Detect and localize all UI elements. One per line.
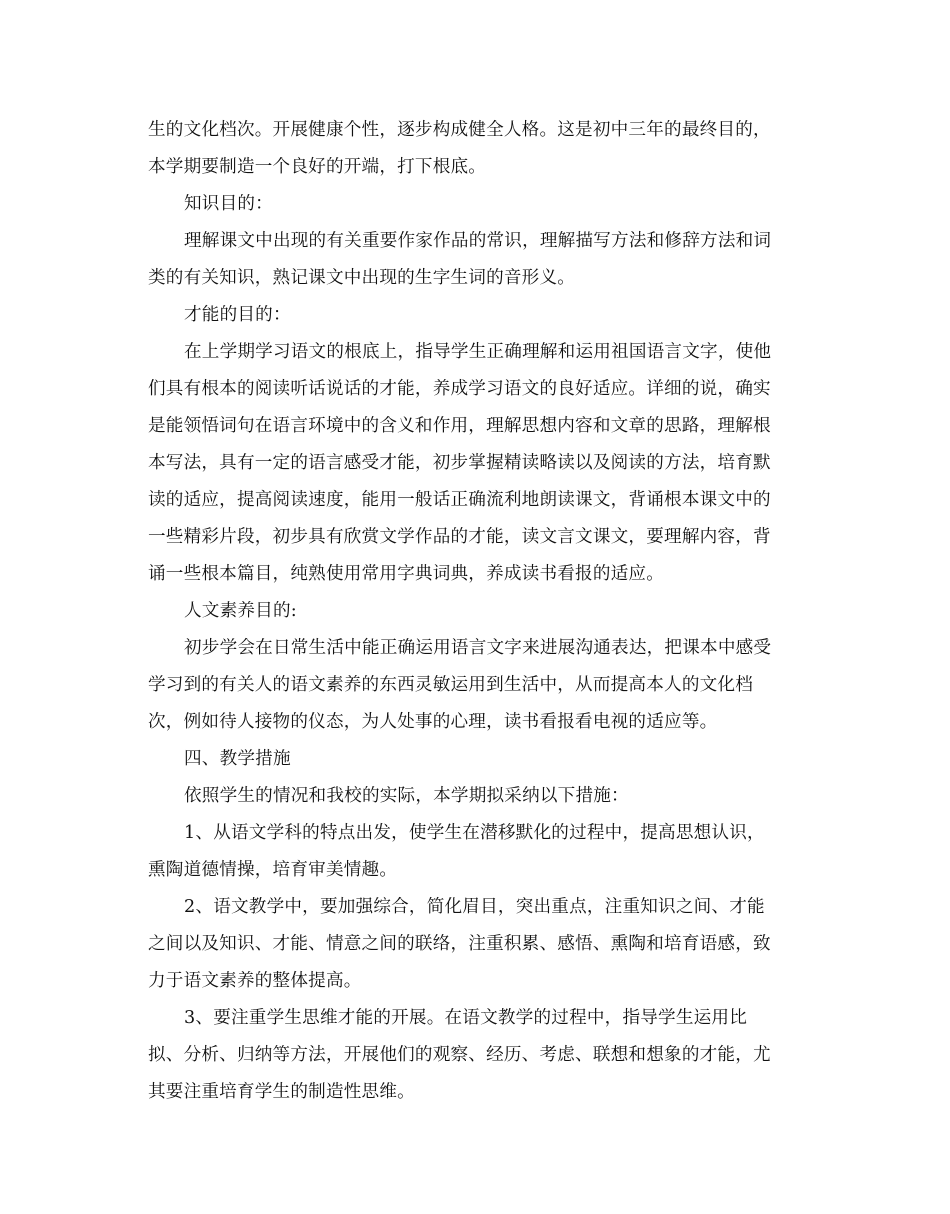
text-line: 本写法，具有一定的语言感受才能，初步掌握精读略读以及阅读的方法，培育默 — [148, 453, 771, 473]
text-line: 理解课文中出现的有关重要作家作品的常识，理解描写方法和修辞方法和词 — [184, 231, 772, 251]
text-line: 是能领悟词句在语言环境中的含义和作用，理解思想内容和文章的思路，理解根 — [148, 416, 771, 436]
section-heading: 知识目的： — [184, 194, 273, 214]
section-heading: 才能的目的： — [184, 305, 291, 325]
text-line: 力于语文素养的整体提高。 — [148, 971, 362, 991]
text-line: 本学期要制造一个良好的开端，打下根底。 — [148, 157, 487, 177]
text-line: 在上学期学习语文的根底上，指导学生正确理解和运用祖国语言文字，使他 — [184, 342, 772, 362]
text-line: 拟、分析、归纳等方法，开展他们的观察、经历、考虑、联想和想象的才能，尤 — [148, 1045, 771, 1065]
text-line: 读的适应，提高阅读速度，能用一般话正确流利地朗读课文，背诵根本课文中的 — [148, 490, 771, 510]
text-line: 类的有关知识，熟记课文中出现的生字生词的音形义。 — [148, 268, 576, 288]
text-line: 3、要注重学生思维才能的开展。在语文教学的过程中，指导学生运用比 — [184, 1008, 748, 1028]
text-line: 次，例如待人接物的仪态，为人处事的心理，读书看报看电视的适应等。 — [148, 712, 718, 732]
text-line: 1、从语文学科的特点出发，使学生在潜移默化的过程中，提高思想认识， — [184, 823, 765, 843]
text-line: 生的文化档次。开展健康个性，逐步构成健全人格。这是初中三年的最终目的， — [148, 120, 771, 140]
text-line: 依照学生的情况和我校的实际，本学期拟采纳以下措施： — [184, 786, 629, 806]
text-line: 学习到的有关人的语文素养的东西灵敏运用到生活中，从而提高本人的文化档 — [148, 675, 753, 695]
text-line: 们具有根本的阅读听话说话的才能，养成学习语文的良好适应。详细的说，确实 — [148, 379, 771, 399]
text-line: 之间以及知识、才能、情意之间的联络，注重积累、感悟、熏陶和培育语感，致 — [148, 934, 771, 954]
text-line: 初步学会在日常生活中能正确运用语言文字来进展沟通表达，把课本中感受 — [184, 638, 772, 658]
text-line: 熏陶道德情操，培育审美情趣。 — [148, 860, 398, 880]
text-line: 其要注重培育学生的制造性思维。 — [148, 1082, 415, 1102]
text-line: 诵一些根本篇目，纯熟使用常用字典词典，养成读书看报的适应。 — [148, 564, 665, 584]
section-heading: 人文素养目的: — [184, 601, 297, 621]
section-heading: 四、教学措施 — [184, 749, 291, 769]
text-line: 一些精彩片段，初步具有欣赏文学作品的才能，读文言文课文，要理解内容，背 — [148, 527, 771, 547]
text-line: 2、语文教学中，要加强综合，简化眉目，突出重点，注重知识之间、才能 — [184, 897, 765, 917]
